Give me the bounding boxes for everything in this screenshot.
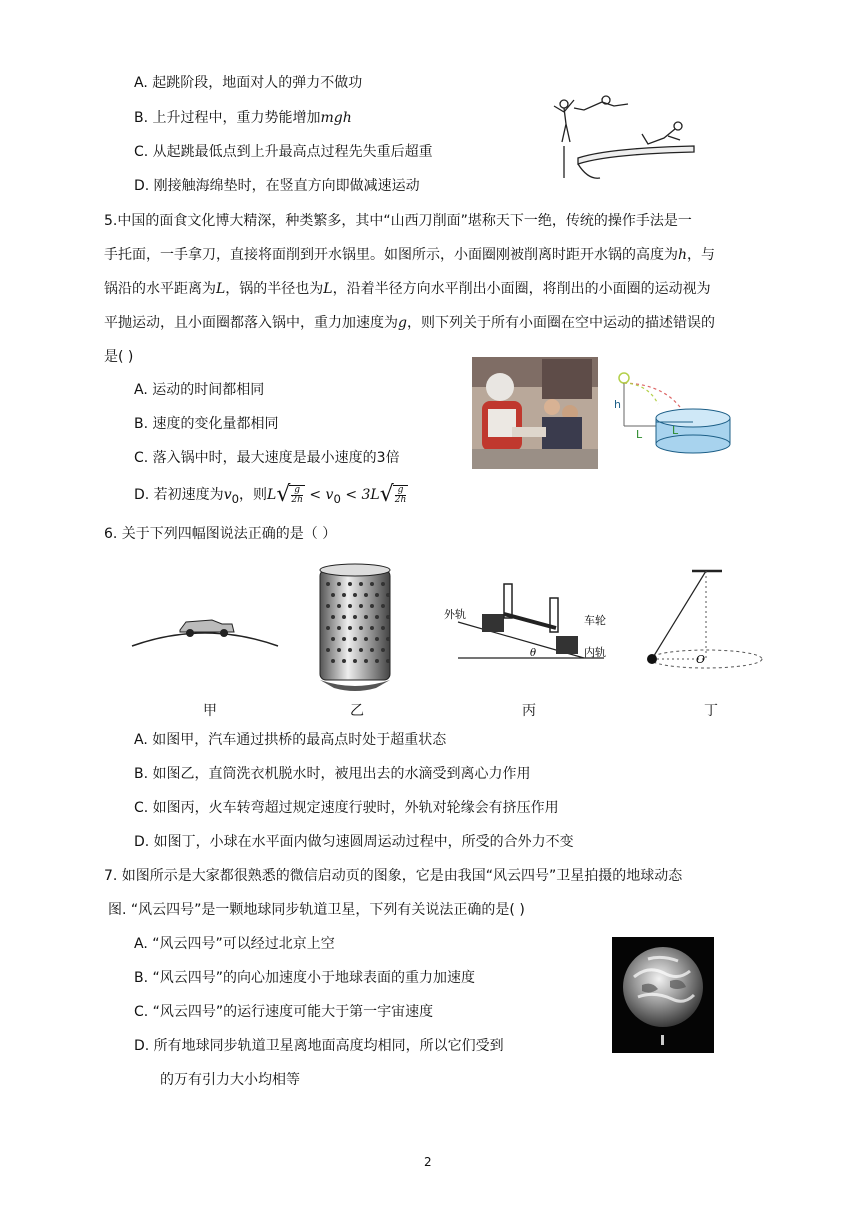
drum-hole xyxy=(381,582,385,586)
caption-jia: 甲 xyxy=(203,703,217,719)
drum-hole xyxy=(337,604,341,608)
label-inner-rail: 内轨 xyxy=(584,646,606,659)
q7-option-b: B. “风云四号”的向心加速度小于地球表面的重力加速度 xyxy=(134,970,476,986)
q5-line-5: 是( ) xyxy=(104,349,134,365)
drum-hole xyxy=(331,659,335,663)
drum-hole xyxy=(342,659,346,663)
drum-hole xyxy=(364,615,368,619)
drum-hole xyxy=(326,648,330,652)
drum-hole xyxy=(331,615,335,619)
noodle-chef-photo xyxy=(472,357,598,469)
q7-option-a: A. “风云四号”可以经过北京上空 xyxy=(134,936,335,952)
fraction-g-over-2h-2: $\frac{g}{2h}$ xyxy=(394,485,407,505)
q7-option-d-cont: 的万有引力大小均相等 xyxy=(160,1072,300,1088)
drum-hole xyxy=(331,593,335,597)
drum-hole xyxy=(359,626,363,630)
page-number: 2 xyxy=(424,1155,432,1169)
drum-hole xyxy=(337,648,341,652)
q6-option-d: D. 如图丁，小球在水平面内做匀速圆周运动过程中，所受的合外力不变 xyxy=(134,834,574,850)
q5-option-c: C. 落入锅中时，最大速度是最小速度的3倍 xyxy=(134,450,400,466)
drum-hole xyxy=(375,659,379,663)
label-O: O xyxy=(696,653,706,666)
q6-option-c: C. 如图丙，火车转弯超过规定速度行驶时，外轨对轮缘会有挤压作用 xyxy=(134,800,559,816)
drum-hole xyxy=(353,637,357,641)
drum-hole xyxy=(342,637,346,641)
q5-option-d: D. 若初速度为$v_0$，则L√ $\frac{g}{2h}$ < $v_0 < 3L√$ $\frac{g}{2h}$ xyxy=(134,482,407,507)
drum-hole xyxy=(348,582,352,586)
drum-hole xyxy=(370,604,374,608)
label-h: h xyxy=(614,398,621,411)
drum-hole xyxy=(370,626,374,630)
drum-hole xyxy=(381,604,385,608)
drum-hole xyxy=(386,615,390,619)
q5-option-a: A. 运动的时间都相同 xyxy=(134,382,265,398)
drum-hole xyxy=(370,582,374,586)
label-outer-rail: 外轨 xyxy=(444,608,466,621)
drum-hole xyxy=(359,582,363,586)
caption-yi: 乙 xyxy=(350,703,364,719)
drum-hole xyxy=(326,604,330,608)
drum-hole xyxy=(386,593,390,597)
q7-option-d: D. 所有地球同步轨道卫星离地面高度均相同，所以它们受到 xyxy=(134,1038,504,1054)
drum-hole xyxy=(353,615,357,619)
drum-hole xyxy=(375,637,379,641)
drum-hole xyxy=(331,637,335,641)
drum-hole xyxy=(342,593,346,597)
q5-line-3: 锅沿的水平距离为L，锅的半径也为L，沿着半径方向水平削出小面圈，将削出的小面圈的运动视为 xyxy=(104,281,711,297)
washing-drum-figure xyxy=(316,562,394,692)
label-L-2: L xyxy=(672,424,679,437)
q4-option-c: C. 从起跳最低点到上升最高点过程先失重后超重 xyxy=(134,144,433,160)
q4-option-d: D. 刚接触海绵垫时，在竖直方向即做减速运动 xyxy=(134,178,420,194)
q7-line-2: 图. “风云四号”是一颗地球同步轨道卫星，下列有关说法正确的是( ) xyxy=(108,902,525,918)
drum-hole xyxy=(342,615,346,619)
q7-option-c: C. “风云四号”的运行速度可能大于第一宇宙速度 xyxy=(134,1004,434,1020)
drum-hole xyxy=(375,593,379,597)
drum-hole xyxy=(326,626,330,630)
drum-hole xyxy=(386,659,390,663)
q5-line-2: 手托面，一手拿刀，直接将面削到开水锅里。如图所示，小面圈刚被削离时距开水锅的高度为h，与 xyxy=(104,247,716,263)
conical-pendulum-figure xyxy=(636,566,766,676)
drum-hole xyxy=(326,582,330,586)
drum-hole xyxy=(353,659,357,663)
drum-hole xyxy=(348,604,352,608)
q5-option-b: B. 速度的变化量都相同 xyxy=(134,416,279,432)
caption-ding: 丁 xyxy=(704,703,718,719)
diving-figure xyxy=(548,92,698,180)
caption-bing: 丙 xyxy=(522,703,536,719)
drum-hole xyxy=(381,648,385,652)
drum-hole xyxy=(375,615,379,619)
label-L-1: L xyxy=(636,428,643,441)
drum-hole xyxy=(364,637,368,641)
q7-line-1: 7. 如图所示是大家都很熟悉的微信启动页的图象，它是由我国“风云四号”卫星拍摄的地球动态 xyxy=(104,868,683,884)
drum-hole xyxy=(364,659,368,663)
drum-hole xyxy=(348,626,352,630)
q6-option-b: B. 如图乙，直筒洗衣机脱水时，被甩出去的水滴受到离心力作用 xyxy=(134,766,531,782)
car-on-bridge-figure xyxy=(130,600,280,650)
drum-hole xyxy=(337,582,341,586)
projectile-diagram xyxy=(608,370,732,456)
drum-hole xyxy=(348,648,352,652)
q4-option-a: A. 起跳阶段，地面对人的弹力不做功 xyxy=(134,75,363,91)
drum-hole xyxy=(370,648,374,652)
q5-line-1: 5.中国的面食文化博大精深，种类繁多，其中“山西刀削面”堪称天下一绝，传统的操作手法是一 xyxy=(104,213,692,229)
drum-hole xyxy=(337,626,341,630)
q4-option-b: B. 上升过程中，重力势能增加mgh xyxy=(134,110,352,126)
label-wheel: 车轮 xyxy=(584,614,606,627)
drum-hole xyxy=(353,593,357,597)
drum-hole xyxy=(359,648,363,652)
train-on-banked-track-figure xyxy=(444,578,614,662)
fraction-g-over-2h: $\frac{g}{2h}$ xyxy=(291,485,303,505)
math-mgh: mgh xyxy=(320,110,352,126)
q6-stem: 6. 关于下列四幅图说法正确的是（ ） xyxy=(104,526,337,542)
label-theta: θ xyxy=(530,648,537,659)
earth-satellite-image xyxy=(612,937,714,1053)
drum-hole xyxy=(364,593,368,597)
q5-line-4: 平抛运动，且小面圈都落入锅中，重力加速度为g，则下列关于所有小面圈在空中运动的描述错误的 xyxy=(104,315,715,331)
drum-hole xyxy=(381,626,385,630)
drum-hole xyxy=(359,604,363,608)
q6-option-a: A. 如图甲，汽车通过拱桥的最高点时处于超重状态 xyxy=(134,732,447,748)
drum-hole xyxy=(386,637,390,641)
